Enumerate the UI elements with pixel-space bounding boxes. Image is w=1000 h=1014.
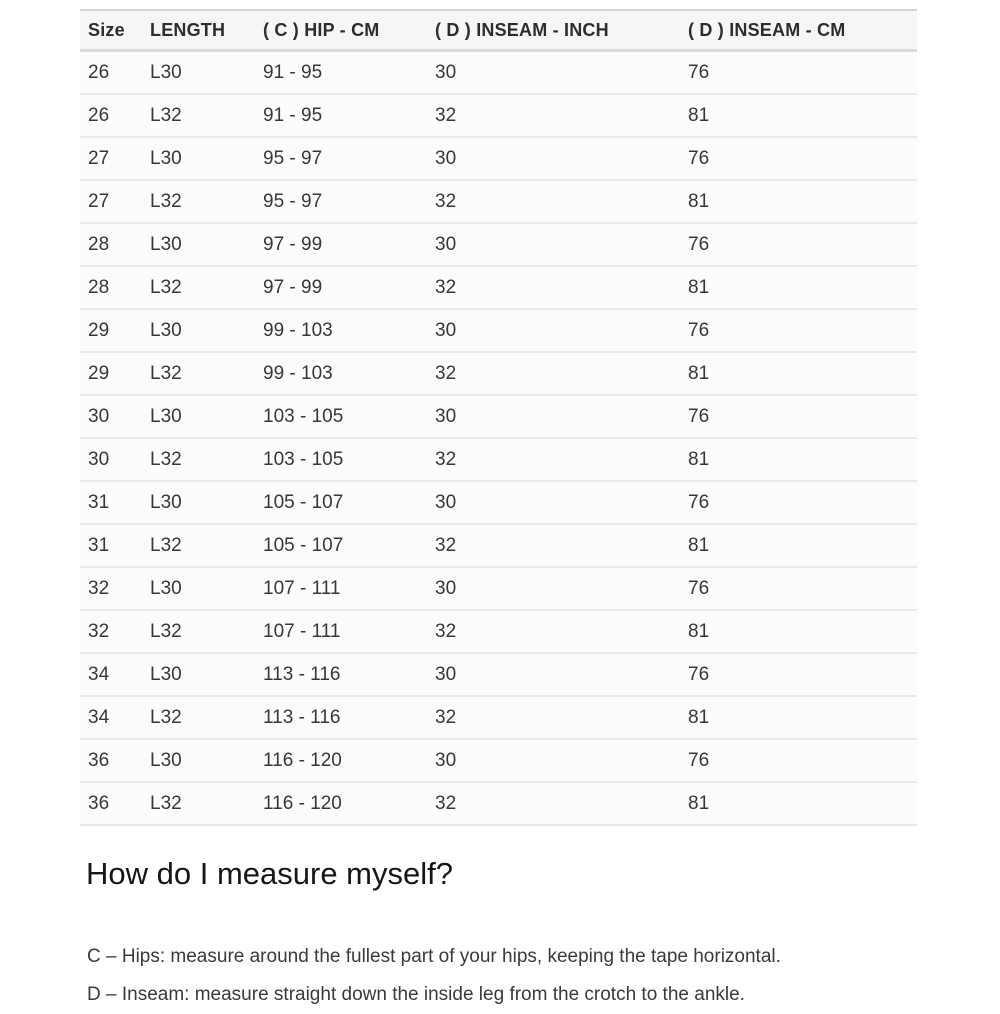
table-cell: 30 xyxy=(427,137,680,180)
table-cell: 76 xyxy=(680,51,917,95)
table-row xyxy=(80,395,917,438)
column-header: LENGTH xyxy=(142,10,255,51)
table-cell: 81 xyxy=(680,524,917,567)
table-cell: 107 - 111 xyxy=(255,610,427,653)
table-cell: 30 xyxy=(427,739,680,782)
table-cell: 32 xyxy=(80,567,142,610)
table-cell: 30 xyxy=(427,223,680,266)
table-cell: 76 xyxy=(680,481,917,524)
table-cell: 107 - 111 xyxy=(255,567,427,610)
table-cell: 97 - 99 xyxy=(255,223,427,266)
table-cell: 105 - 107 xyxy=(255,524,427,567)
table-cell: 76 xyxy=(680,739,917,782)
measure-instructions xyxy=(87,938,781,1014)
table-cell: 36 xyxy=(80,782,142,825)
table-row xyxy=(80,610,917,653)
table-row xyxy=(80,137,917,180)
table-cell: L30 xyxy=(142,309,255,352)
column-header: ( C ) HIP - CM xyxy=(255,10,427,51)
table-cell: 30 xyxy=(80,438,142,481)
table-row xyxy=(80,567,917,610)
table-row xyxy=(80,653,917,696)
table-cell: L30 xyxy=(142,51,255,95)
table-cell: L30 xyxy=(142,481,255,524)
table-cell: 34 xyxy=(80,696,142,739)
table-cell: 32 xyxy=(427,782,680,825)
table-cell: 32 xyxy=(427,266,680,309)
table-cell: L32 xyxy=(142,94,255,137)
table-row xyxy=(80,696,917,739)
table-row xyxy=(80,223,917,266)
table-cell: 32 xyxy=(427,94,680,137)
table-cell: L30 xyxy=(142,395,255,438)
table-row xyxy=(80,352,917,395)
table-row xyxy=(80,94,917,137)
table-cell: 76 xyxy=(680,567,917,610)
table-cell: 32 xyxy=(427,610,680,653)
table-cell: 27 xyxy=(80,180,142,223)
table-cell: 26 xyxy=(80,51,142,95)
table-cell: 81 xyxy=(680,610,917,653)
table-cell: 34 xyxy=(80,653,142,696)
table-cell: 29 xyxy=(80,309,142,352)
table-cell: L30 xyxy=(142,223,255,266)
table-cell: 30 xyxy=(427,481,680,524)
column-header: ( D ) INSEAM - CM xyxy=(680,10,917,51)
table-row xyxy=(80,266,917,309)
table-row xyxy=(80,481,917,524)
table-cell: 27 xyxy=(80,137,142,180)
table-cell: 36 xyxy=(80,739,142,782)
size-chart-table xyxy=(80,9,917,826)
hips-instruction-line: C – Hips: measure around the fullest part of your hips, keeping the tape horizontal. xyxy=(87,946,781,967)
measure-section-heading: How do I measure myself? xyxy=(86,856,453,891)
table-cell: 32 xyxy=(427,438,680,481)
table-cell: L32 xyxy=(142,266,255,309)
table-cell: L30 xyxy=(142,137,255,180)
table-cell: 97 - 99 xyxy=(255,266,427,309)
table-row xyxy=(80,51,917,95)
table-cell: 32 xyxy=(80,610,142,653)
table-cell: 95 - 97 xyxy=(255,180,427,223)
table-row xyxy=(80,438,917,481)
table-cell: 30 xyxy=(427,51,680,95)
table-cell: 30 xyxy=(427,309,680,352)
table-cell: 81 xyxy=(680,352,917,395)
table-cell: L32 xyxy=(142,352,255,395)
table-cell: 30 xyxy=(427,395,680,438)
table-cell: 76 xyxy=(680,137,917,180)
table-cell: 81 xyxy=(680,438,917,481)
table-cell: 105 - 107 xyxy=(255,481,427,524)
table-cell: 28 xyxy=(80,223,142,266)
table-cell: 103 - 105 xyxy=(255,395,427,438)
table-cell: L30 xyxy=(142,653,255,696)
table-cell: 81 xyxy=(680,94,917,137)
table-cell: 31 xyxy=(80,524,142,567)
table-cell: 99 - 103 xyxy=(255,309,427,352)
table-cell: 31 xyxy=(80,481,142,524)
table-cell: 28 xyxy=(80,266,142,309)
table-row xyxy=(80,739,917,782)
table-cell: 26 xyxy=(80,94,142,137)
table-cell: 76 xyxy=(680,309,917,352)
table-cell: 76 xyxy=(680,395,917,438)
table-cell: 32 xyxy=(427,352,680,395)
column-header: Size xyxy=(80,10,142,51)
table-cell: L32 xyxy=(142,782,255,825)
table-cell: L32 xyxy=(142,180,255,223)
table-row xyxy=(80,309,917,352)
table-row xyxy=(80,524,917,567)
table-cell: 81 xyxy=(680,180,917,223)
table-cell: 91 - 95 xyxy=(255,51,427,95)
size-chart xyxy=(80,9,917,826)
table-row xyxy=(80,180,917,223)
table-cell: 103 - 105 xyxy=(255,438,427,481)
table-cell: 81 xyxy=(680,782,917,825)
table-cell: L30 xyxy=(142,567,255,610)
table-cell: 113 - 116 xyxy=(255,696,427,739)
table-cell: L30 xyxy=(142,739,255,782)
table-cell: 76 xyxy=(680,653,917,696)
table-cell: L32 xyxy=(142,696,255,739)
table-cell: 76 xyxy=(680,223,917,266)
table-cell: 30 xyxy=(80,395,142,438)
table-header-row xyxy=(80,10,917,51)
table-cell: 29 xyxy=(80,352,142,395)
table-cell: L32 xyxy=(142,438,255,481)
table-cell: 91 - 95 xyxy=(255,94,427,137)
table-row xyxy=(80,782,917,825)
table-cell: 116 - 120 xyxy=(255,782,427,825)
table-cell: 95 - 97 xyxy=(255,137,427,180)
table-cell: 32 xyxy=(427,696,680,739)
column-header: ( D ) INSEAM - INCH xyxy=(427,10,680,51)
table-cell: 32 xyxy=(427,524,680,567)
table-cell: 30 xyxy=(427,653,680,696)
table-cell: 30 xyxy=(427,567,680,610)
table-cell: L32 xyxy=(142,610,255,653)
table-cell: 81 xyxy=(680,696,917,739)
table-cell: 113 - 116 xyxy=(255,653,427,696)
inseam-instruction-line: D – Inseam: measure straight down the inside leg from the crotch to the ankle. xyxy=(87,984,745,1005)
table-cell: 32 xyxy=(427,180,680,223)
table-cell: 81 xyxy=(680,266,917,309)
table-cell: L32 xyxy=(142,524,255,567)
table-cell: 116 - 120 xyxy=(255,739,427,782)
table-cell: 99 - 103 xyxy=(255,352,427,395)
